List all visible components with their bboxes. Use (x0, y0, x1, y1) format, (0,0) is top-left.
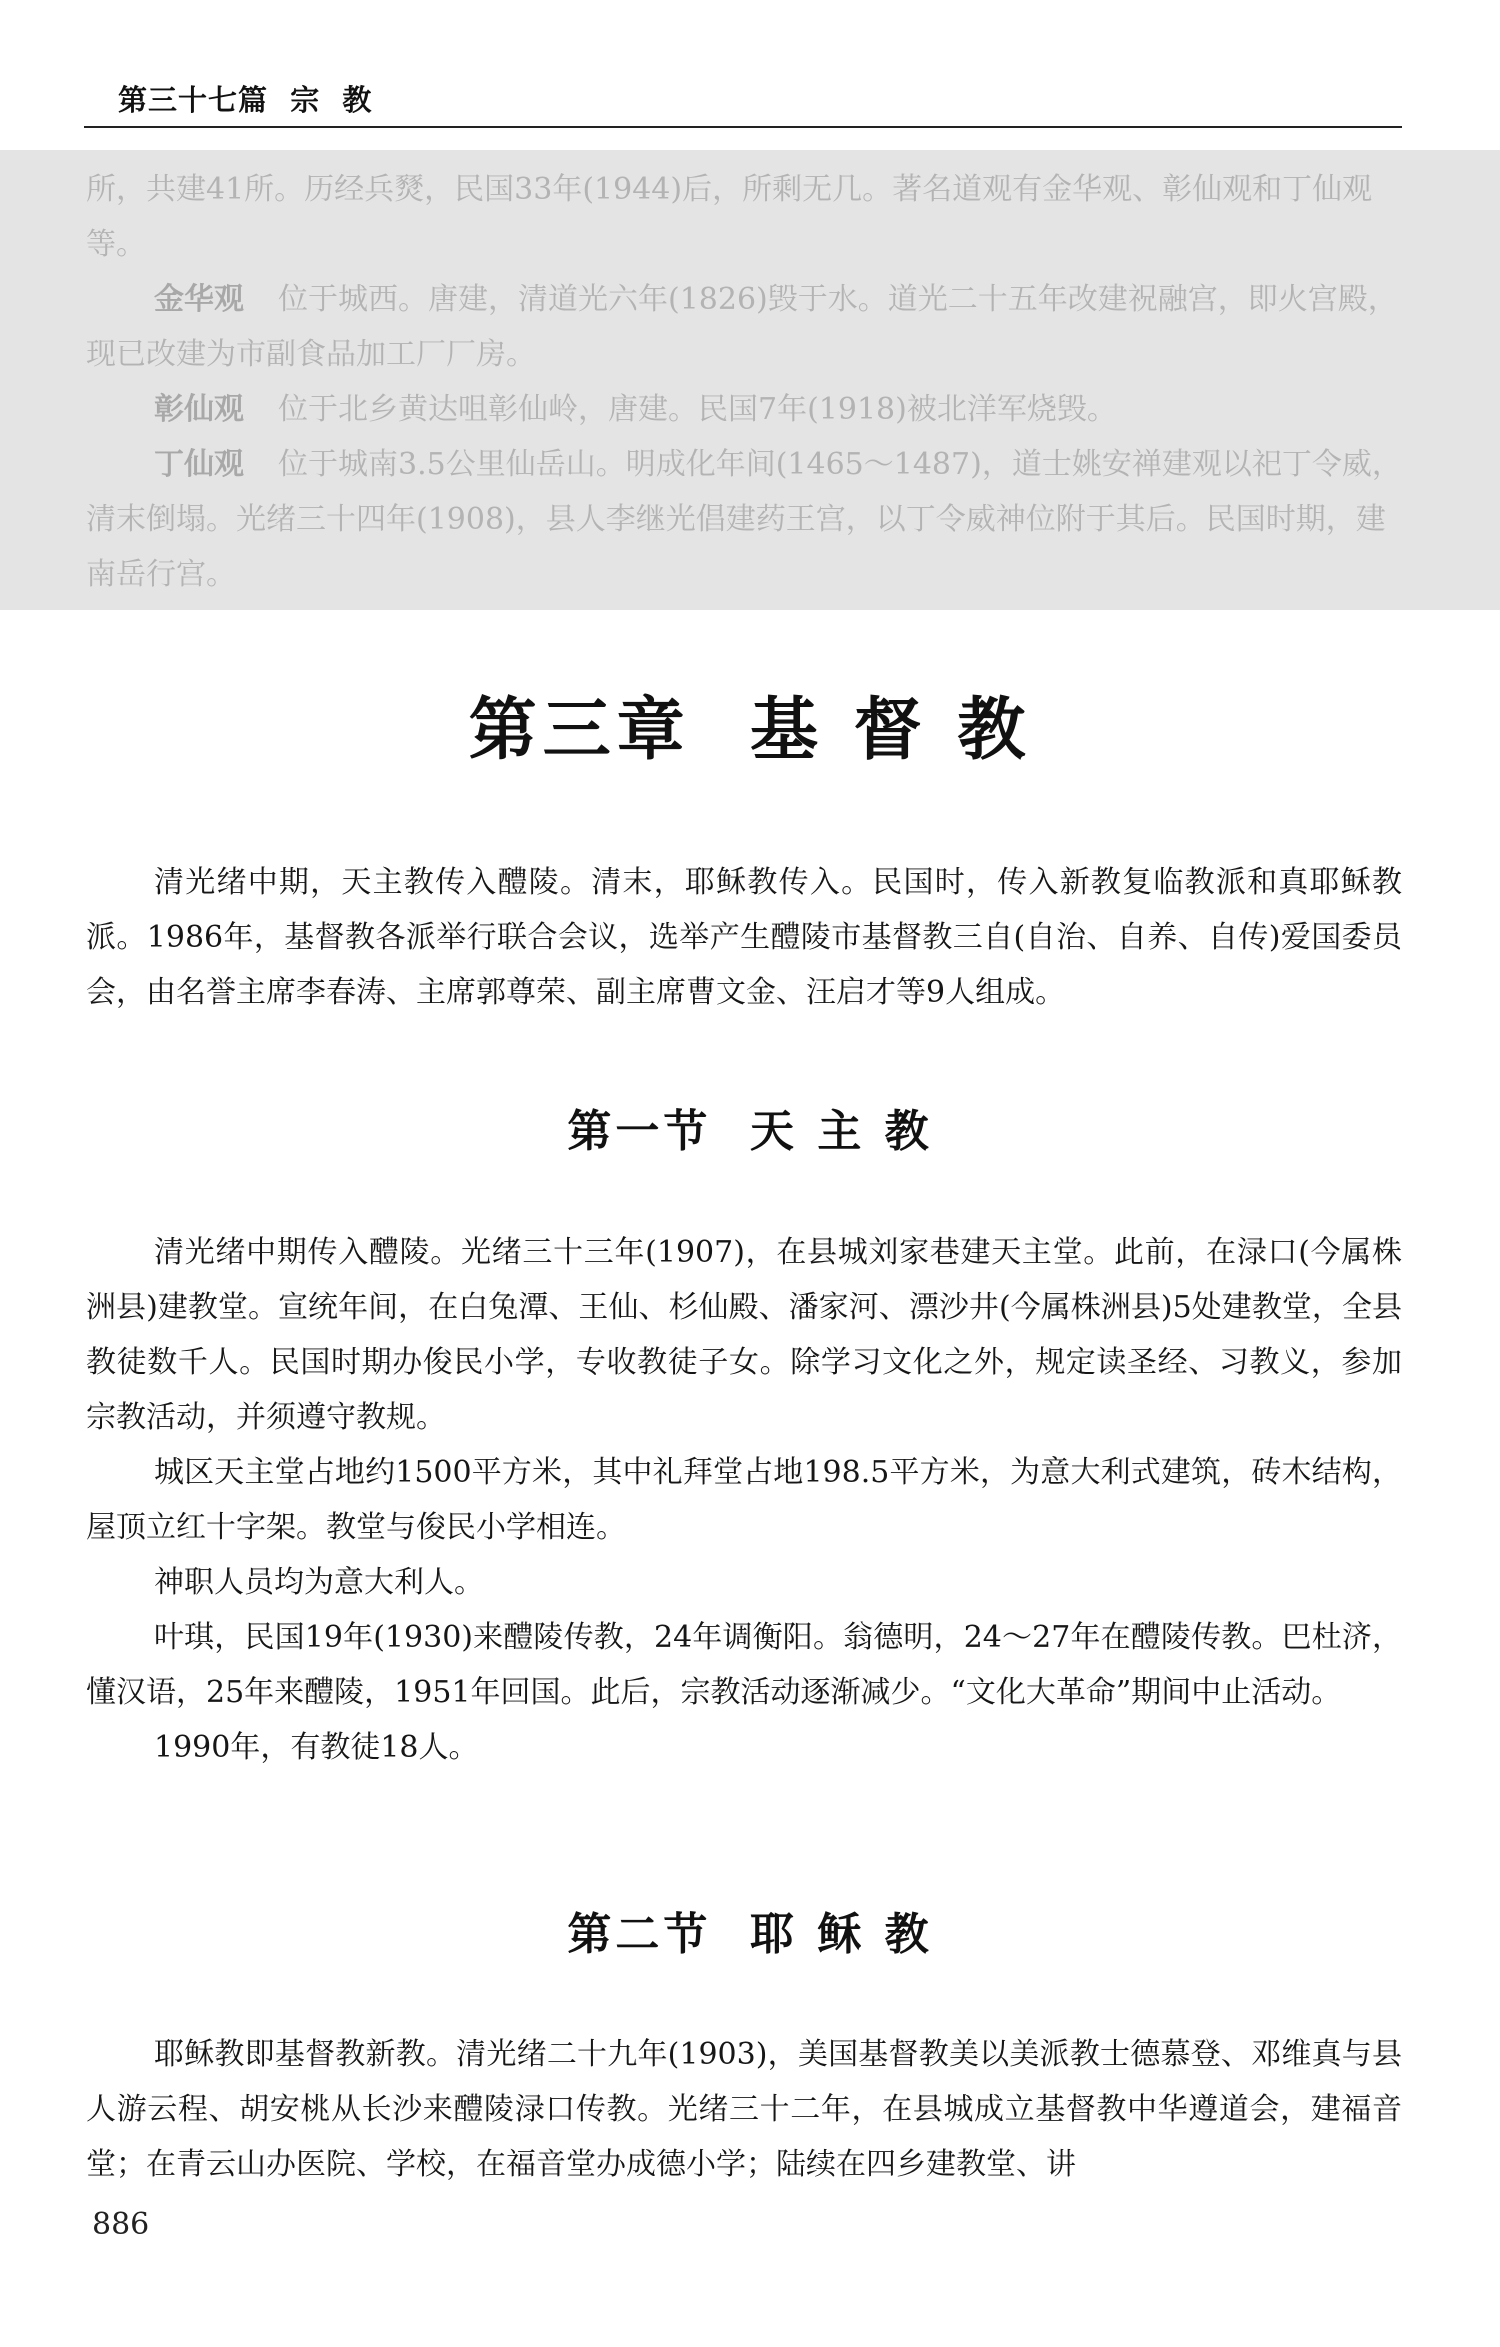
entry-text: 位于北乡黄达咀彰仙岭，唐建。民国7年(1918)被北洋军烧毁。 (278, 392, 1117, 427)
entry-term: 丁仙观 (154, 447, 244, 482)
page-number: 886 (92, 2207, 150, 2242)
previous-paragraph-text: 所，共建41所。历经兵燹，民国33年(1944)后，所剩无几。著名道观有金华观、彰仙观和丁仙观等。 (86, 172, 1373, 262)
section-protestantism-body (86, 2027, 1402, 2192)
body-paragraph: 耶稣教即基督教新教。清光绪二十九年(1903)，美国基督教美以美派教士德慕登、邓维真与县人游云程、胡安桃从长沙来醴陵渌口传教。光绪三十二年，在县城成立基督教中华遵道会，建福音堂；在青云山办医院、学校，在福音堂办成德小学；陆续在四乡建教堂、讲 (86, 2037, 1402, 2182)
previous-paragraph (86, 162, 1402, 272)
body-paragraph: 1990年，有教徒18人。 (154, 1730, 479, 1765)
entry-term: 金华观 (154, 282, 244, 317)
previous-section-text (86, 162, 1402, 602)
section-catholicism-body (86, 1225, 1402, 1775)
section-title-protestantism: 第二节 耶 稣 教 (567, 1909, 933, 1960)
header-rule (84, 126, 1402, 128)
intro-paragraph: 清光绪中期，天主教传入醴陵。清末，耶稣教传入。民国时，传入新教复临教派和真耶稣教派。1986年，基督教各派举行联合会议，选举产生醴陵市基督教三自(自治、自养、自传)爱国委员会，由名誉主席李春涛、主席郭尊荣、副主席曹文金、汪启才等9人组成。 (86, 865, 1402, 1010)
entry-text: 位于城西。唐建，清道光六年(1826)毁于水。道光二十五年改建祝融宫，即火宫殿，现已改建为市副食品加工厂厂房。 (86, 282, 1398, 372)
chapter-intro (86, 855, 1402, 1020)
body-paragraph: 神职人员均为意大利人。 (154, 1565, 484, 1600)
previous-paragraph-zhangxian (86, 382, 1402, 437)
body-paragraph: 城区天主堂占地约1500平方米，其中礼拜堂占地198.5平方米，为意大利式建筑，砖木结构，屋顶立红十字架。教堂与俊民小学相连。 (86, 1455, 1402, 1545)
previous-paragraph-dingxian (86, 437, 1402, 602)
body-paragraph: 清光绪中期传入醴陵。光绪三十三年(1907)，在县城刘家巷建天主堂。此前，在渌口(今属株洲县)建教堂。宣统年间，在白兔潭、王仙、杉仙殿、潘家河、漂沙井(今属株洲县)5处建教堂，全县教徒数千人。民国时期办俊民小学，专收教徒子女。除学习文化之外，规定读圣经、习教义，参加宗教活动，并须遵守教规。 (86, 1235, 1402, 1435)
body-paragraph: 叶琪，民国19年(1930)来醴陵传教，24年调衡阳。翁德明，24～27年在醴陵传教。巴杜济，懂汉语，25年来醴陵，1951年回国。此后，宗教活动逐渐减少。“文化大革命”期间中止活动。 (86, 1620, 1402, 1710)
entry-term: 彰仙观 (154, 392, 244, 427)
section-title-catholicism: 第一节 天 主 教 (567, 1106, 933, 1157)
entry-text: 位于城南3.5公里仙岳山。明成化年间(1465～1487)，道士姚安禅建观以祀丁令威，清末倒塌。光绪三十四年(1908)，县人李继光倡建药王宫，以丁令威神位附于其后。民国时期，建南岳行宫。 (86, 447, 1402, 592)
previous-paragraph-jinhua (86, 272, 1402, 382)
chapter-title: 第三章 基 督 教 (468, 691, 1032, 770)
running-header: 第三十七篇 宗 教 (118, 83, 373, 117)
